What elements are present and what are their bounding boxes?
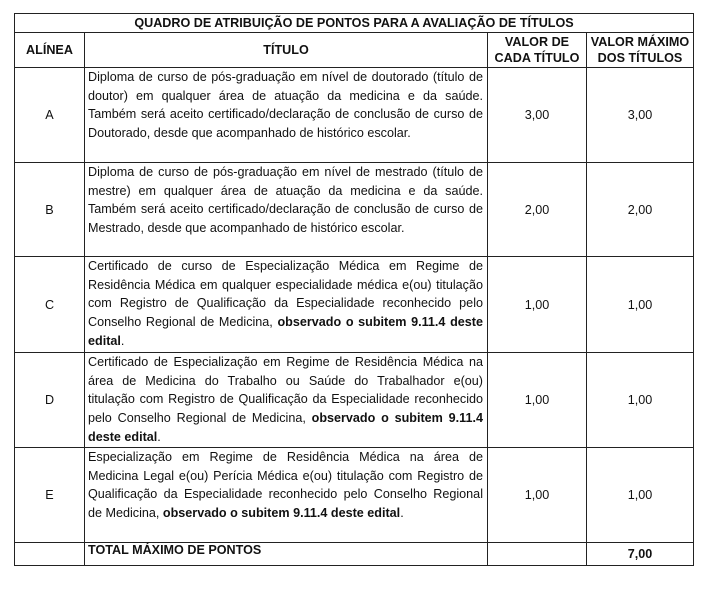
row-letter: C (15, 257, 85, 353)
total-blank-cell (488, 543, 587, 566)
row-text: Diploma de curso de pós-graduação em nível de mestrado (título de mestre) em qualquer área de atuação da medicina e da saúde. Também será aceito certificado/declaração de conclusão de curso de Mestrado, desde que acompanhado de histórico escolar. (88, 165, 483, 236)
header-valor-cada (488, 33, 587, 68)
row-letter: A (15, 68, 85, 163)
row-text: Especialização em Regime de Residência Médica na área de Medicina Legal e(ou) Perícia Médica e(ou) titulação com Registro de Qualificação da Especialidade reconhecido pelo Conselho Regional de Medicina, (88, 450, 483, 521)
row-valor: 3,00 (488, 68, 587, 163)
header-row (15, 33, 694, 68)
header-valor-maximo-line1: VALOR MÁXIMO (590, 35, 690, 49)
points-table (14, 13, 694, 566)
total-row (15, 543, 694, 566)
row-bold-text: observado o subitem 9.11.4 deste edital (162, 506, 401, 521)
row-text: Diploma de curso de pós-graduação em nível de doutorado (título de doutor) em qualquer área de atuação da medicina e da saúde. Também será aceito certificado/declaração de conclusão de curso de Doutorado, desde que acompanhado de histórico escolar. (88, 70, 483, 141)
header-valor-maximo (587, 33, 694, 68)
header-valor-cada-line1: VALOR DE (504, 35, 570, 49)
row-after-bold: . (120, 333, 125, 348)
header-valor-cada-line2: CADA TÍTULO (494, 51, 580, 65)
total-blank-cell (15, 543, 85, 566)
table-title-row (15, 14, 694, 33)
header-alinea: ALÍNEA (15, 33, 85, 68)
row-letter: E (15, 448, 85, 543)
row-letter: B (15, 163, 85, 257)
row-maximo: 1,00 (587, 448, 694, 543)
row-text: Certificado de curso de Especialização Médica em Regime de Residência Médica em qualquer especialidade médica e(ou) titulação com Registro de Qualificação da Especialidade reconhecido pelo Conselho Regional de Medicina, (88, 259, 483, 330)
row-valor: 1,00 (488, 353, 587, 448)
header-titulo: TÍTULO (85, 33, 488, 68)
row-description (85, 257, 488, 353)
table-row (15, 163, 694, 257)
table-row (15, 68, 694, 163)
header-valor-maximo-line2: DOS TÍTULOS (597, 51, 683, 65)
total-value: 7,00 (587, 543, 694, 566)
row-description (85, 448, 488, 543)
table-row (15, 353, 694, 448)
row-valor: 1,00 (488, 448, 587, 543)
row-description (85, 68, 488, 163)
row-description (85, 353, 488, 448)
row-valor: 1,00 (488, 257, 587, 353)
row-letter: D (15, 353, 85, 448)
row-maximo: 1,00 (587, 257, 694, 353)
row-after-bold: . (400, 506, 404, 521)
row-description (85, 163, 488, 257)
row-bold-text: observado o subitem 9.11.4 deste edital (88, 315, 483, 348)
row-maximo: 2,00 (587, 163, 694, 257)
total-label: TOTAL MÁXIMO DE PONTOS (85, 543, 488, 566)
row-bold-text: observado o subitem 9.11.4 deste edital (88, 411, 483, 444)
row-maximo: 1,00 (587, 353, 694, 448)
table-row (15, 448, 694, 543)
table-row (15, 257, 694, 353)
table-title: QUADRO DE ATRIBUIÇÃO DE PONTOS PARA A AVALIAÇÃO DE TÍTULOS (15, 14, 694, 33)
row-maximo: 3,00 (587, 68, 694, 163)
row-text: Certificado de Especialização em Regime de Residência Médica na área de Medicina do Trabalho ou Saúde do Trabalhador e(ou) titulação com Registro de Qualificação da Especialidade reconhecido pelo Conselho Regional de Medicina, (88, 355, 483, 426)
row-valor: 2,00 (488, 163, 587, 257)
row-after-bold: . (157, 429, 161, 444)
